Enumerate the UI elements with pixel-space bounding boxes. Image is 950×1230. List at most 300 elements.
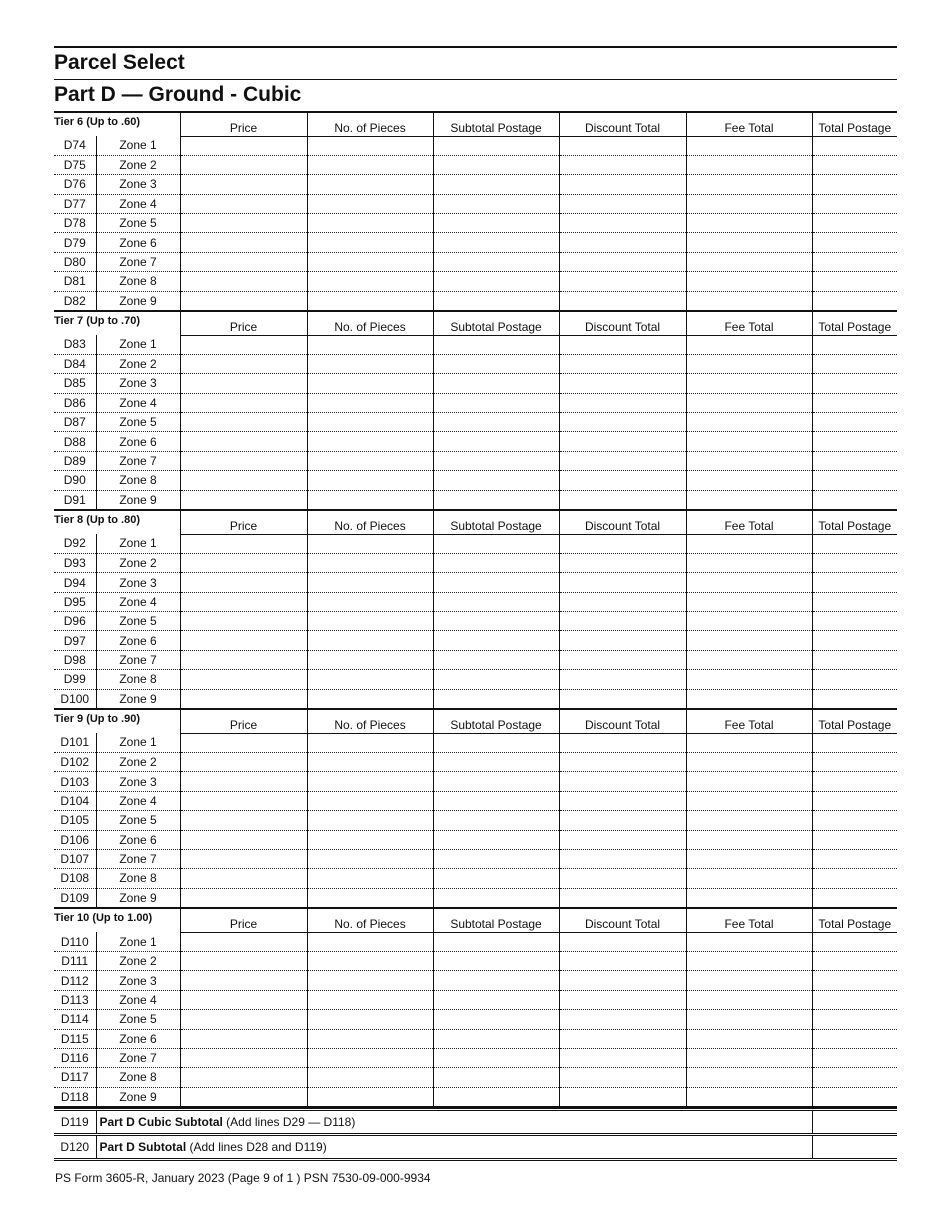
discount-total-field[interactable]: [559, 932, 686, 951]
fee-total-field[interactable]: [686, 175, 812, 194]
total-postage-field[interactable]: [812, 752, 897, 771]
pieces-field[interactable]: [307, 272, 433, 291]
fee-total-field[interactable]: [686, 451, 812, 470]
pieces-field[interactable]: [307, 291, 433, 311]
pieces-field[interactable]: [307, 1087, 433, 1107]
fee-total-field[interactable]: [686, 869, 812, 888]
price-field[interactable]: [180, 971, 307, 990]
subtotal-postage-field[interactable]: [433, 1029, 559, 1048]
pieces-field[interactable]: [307, 155, 433, 174]
discount-total-field[interactable]: [559, 1029, 686, 1048]
subtotal-postage-field[interactable]: [433, 869, 559, 888]
total-postage-field[interactable]: [812, 291, 897, 311]
subtotal-postage-field[interactable]: [433, 849, 559, 868]
price-field[interactable]: [180, 374, 307, 393]
price-field[interactable]: [180, 214, 307, 233]
price-field[interactable]: [180, 573, 307, 592]
fee-total-field[interactable]: [686, 971, 812, 990]
discount-total-field[interactable]: [559, 830, 686, 849]
fee-total-field[interactable]: [686, 650, 812, 669]
price-field[interactable]: [180, 1087, 307, 1107]
zone-label: Zone 2: [96, 951, 180, 970]
discount-total-field[interactable]: [559, 1087, 686, 1107]
total-postage-field[interactable]: [812, 772, 897, 791]
subtotal-postage-field[interactable]: [433, 830, 559, 849]
total-postage-field[interactable]: [812, 194, 897, 213]
discount-total-field[interactable]: [559, 990, 686, 1009]
price-field[interactable]: [180, 990, 307, 1009]
pieces-field[interactable]: [307, 612, 433, 631]
discount-total-field[interactable]: [559, 374, 686, 393]
discount-total-field[interactable]: [559, 971, 686, 990]
pieces-field[interactable]: [307, 393, 433, 412]
fee-total-field[interactable]: [686, 490, 812, 510]
pieces-field[interactable]: [307, 1029, 433, 1048]
total-postage-field[interactable]: [812, 451, 897, 470]
discount-total-field[interactable]: [559, 1068, 686, 1087]
total-postage-field[interactable]: [812, 990, 897, 1009]
discount-total-field[interactable]: [559, 1048, 686, 1067]
subtotal-postage-field[interactable]: [433, 752, 559, 771]
discount-total-field[interactable]: [559, 233, 686, 252]
total-postage-field[interactable]: [812, 233, 897, 252]
fee-total-field[interactable]: [686, 573, 812, 592]
discount-total-field[interactable]: [559, 291, 686, 311]
fee-total-field[interactable]: [686, 1048, 812, 1067]
fee-total-field[interactable]: [686, 374, 812, 393]
table-row: [54, 194, 897, 213]
subtotal-postage-field[interactable]: [433, 155, 559, 174]
price-field[interactable]: [180, 451, 307, 470]
total-postage-field[interactable]: [812, 1029, 897, 1048]
price-field[interactable]: [180, 650, 307, 669]
subtotal-postage-field[interactable]: [433, 175, 559, 194]
fee-total-field[interactable]: [686, 214, 812, 233]
subtotal-postage-field[interactable]: [433, 194, 559, 213]
subtotal-postage-field[interactable]: [433, 631, 559, 650]
total-postage-field[interactable]: [812, 393, 897, 412]
discount-total-field[interactable]: [559, 252, 686, 271]
total-postage-field[interactable]: [812, 1068, 897, 1087]
fee-total-field[interactable]: [686, 752, 812, 771]
price-field[interactable]: [180, 752, 307, 771]
discount-total-field[interactable]: [559, 272, 686, 291]
discount-total-field[interactable]: [559, 670, 686, 689]
pieces-field[interactable]: [307, 752, 433, 771]
summary-label-bold: Part D Subtotal: [99, 1140, 187, 1155]
fee-total-field[interactable]: [686, 951, 812, 970]
discount-total-field[interactable]: [559, 612, 686, 631]
line-number: D106: [54, 830, 96, 849]
pieces-field[interactable]: [307, 214, 433, 233]
total-postage-field[interactable]: [812, 432, 897, 451]
price-field[interactable]: [180, 1048, 307, 1067]
discount-total-field[interactable]: [559, 573, 686, 592]
pieces-field[interactable]: [307, 233, 433, 252]
pieces-field[interactable]: [307, 354, 433, 373]
discount-total-field[interactable]: [559, 631, 686, 650]
discount-total-field[interactable]: [559, 592, 686, 611]
subtotal-postage-field[interactable]: [433, 136, 559, 155]
fee-total-field[interactable]: [686, 155, 812, 174]
subtotal-postage-field[interactable]: [433, 252, 559, 271]
line-number: D93: [54, 553, 96, 572]
total-postage-field[interactable]: [812, 374, 897, 393]
fee-total-field[interactable]: [686, 233, 812, 252]
price-field[interactable]: [180, 252, 307, 271]
price-field[interactable]: [180, 631, 307, 650]
price-field[interactable]: [180, 772, 307, 791]
price-field[interactable]: [180, 354, 307, 373]
subtotal-postage-field[interactable]: [433, 932, 559, 951]
pieces-field[interactable]: [307, 553, 433, 572]
subtotal-postage-field[interactable]: [433, 1068, 559, 1087]
total-postage-field[interactable]: [812, 490, 897, 510]
discount-total-field[interactable]: [559, 393, 686, 412]
price-field[interactable]: [180, 393, 307, 412]
discount-total-field[interactable]: [559, 136, 686, 155]
fee-total-field[interactable]: [686, 194, 812, 213]
fee-total-field[interactable]: [686, 849, 812, 868]
fee-total-field[interactable]: [686, 791, 812, 810]
total-postage-field[interactable]: [812, 175, 897, 194]
price-field[interactable]: [180, 291, 307, 311]
total-postage-field[interactable]: [812, 553, 897, 572]
fee-total-field[interactable]: [686, 354, 812, 373]
total-postage-field[interactable]: [812, 1010, 897, 1029]
subtotal-postage-field[interactable]: [433, 291, 559, 311]
pieces-field[interactable]: [307, 971, 433, 990]
pieces-field[interactable]: [307, 811, 433, 830]
subtotal-postage-field[interactable]: [433, 413, 559, 432]
pieces-field[interactable]: [307, 830, 433, 849]
price-field[interactable]: [180, 849, 307, 868]
subtotal-postage-field[interactable]: [433, 1087, 559, 1107]
discount-total-field[interactable]: [559, 432, 686, 451]
table-row: [54, 1029, 897, 1048]
discount-total-field[interactable]: [559, 175, 686, 194]
total-postage-field[interactable]: [812, 413, 897, 432]
fee-total-field[interactable]: [686, 553, 812, 572]
subtotal-postage-field[interactable]: [433, 335, 559, 354]
pieces-field[interactable]: [307, 631, 433, 650]
summary-total-field[interactable]: [812, 1135, 897, 1160]
total-postage-field[interactable]: [812, 888, 897, 908]
subtotal-postage-field[interactable]: [433, 233, 559, 252]
subtotal-postage-field[interactable]: [433, 971, 559, 990]
pieces-field[interactable]: [307, 1010, 433, 1029]
fee-total-field[interactable]: [686, 272, 812, 291]
price-field[interactable]: [180, 811, 307, 830]
price-field[interactable]: [180, 233, 307, 252]
total-postage-field[interactable]: [812, 252, 897, 271]
pieces-field[interactable]: [307, 451, 433, 470]
part-title: Part D — Ground - Cubic: [54, 80, 897, 113]
table-row: [54, 175, 897, 194]
total-postage-field[interactable]: [812, 631, 897, 650]
discount-total-field[interactable]: [559, 354, 686, 373]
subtotal-postage-field[interactable]: [433, 471, 559, 490]
fee-total-field[interactable]: [686, 932, 812, 951]
total-postage-field[interactable]: [812, 471, 897, 490]
subtotal-postage-field[interactable]: [433, 650, 559, 669]
subtotal-postage-field[interactable]: [433, 393, 559, 412]
discount-total-field[interactable]: [559, 689, 686, 709]
total-postage-field[interactable]: [812, 1048, 897, 1067]
discount-total-field[interactable]: [559, 869, 686, 888]
fee-total-field[interactable]: [686, 393, 812, 412]
price-field[interactable]: [180, 689, 307, 709]
line-number: D112: [54, 971, 96, 990]
discount-total-field[interactable]: [559, 791, 686, 810]
column-header-price: Price: [180, 908, 307, 932]
discount-total-field[interactable]: [559, 951, 686, 970]
total-postage-field[interactable]: [812, 670, 897, 689]
pieces-field[interactable]: [307, 791, 433, 810]
total-postage-field[interactable]: [812, 592, 897, 611]
pieces-field[interactable]: [307, 733, 433, 752]
pieces-field[interactable]: [307, 849, 433, 868]
pieces-field[interactable]: [307, 374, 433, 393]
subtotal-postage-field[interactable]: [433, 733, 559, 752]
subtotal-postage-field[interactable]: [433, 791, 559, 810]
total-postage-field[interactable]: [812, 830, 897, 849]
pieces-field[interactable]: [307, 951, 433, 970]
subtotal-postage-field[interactable]: [433, 1010, 559, 1029]
price-field[interactable]: [180, 869, 307, 888]
discount-total-field[interactable]: [559, 733, 686, 752]
price-field[interactable]: [180, 1029, 307, 1048]
price-field[interactable]: [180, 830, 307, 849]
subtotal-postage-field[interactable]: [433, 951, 559, 970]
pieces-field[interactable]: [307, 573, 433, 592]
price-field[interactable]: [180, 471, 307, 490]
line-number: D119: [60, 1115, 89, 1130]
subtotal-postage-field[interactable]: [433, 811, 559, 830]
total-postage-field[interactable]: [812, 612, 897, 631]
discount-total-field[interactable]: [559, 335, 686, 354]
price-field[interactable]: [180, 272, 307, 291]
total-postage-field[interactable]: [812, 811, 897, 830]
subtotal-postage-field[interactable]: [433, 573, 559, 592]
total-postage-field[interactable]: [812, 1087, 897, 1107]
price-field[interactable]: [180, 932, 307, 951]
price-field[interactable]: [180, 490, 307, 510]
zone-label: Zone 2: [96, 354, 180, 373]
fee-total-field[interactable]: [686, 689, 812, 709]
fee-total-field[interactable]: [686, 413, 812, 432]
pieces-field[interactable]: [307, 534, 433, 553]
table-row: [54, 932, 897, 951]
discount-total-field[interactable]: [559, 214, 686, 233]
subtotal-postage-field[interactable]: [433, 612, 559, 631]
pieces-field[interactable]: [307, 252, 433, 271]
price-field[interactable]: [180, 534, 307, 553]
zone-label: Zone 3: [96, 374, 180, 393]
pieces-field[interactable]: [307, 413, 433, 432]
subtotal-postage-field[interactable]: [433, 490, 559, 510]
zone-label: Zone 5: [96, 811, 180, 830]
fee-total-field[interactable]: [686, 1029, 812, 1048]
line-number: D94: [54, 573, 96, 592]
pieces-field[interactable]: [307, 432, 433, 451]
total-postage-field[interactable]: [812, 136, 897, 155]
price-field[interactable]: [180, 413, 307, 432]
fee-total-field[interactable]: [686, 811, 812, 830]
pieces-field[interactable]: [307, 592, 433, 611]
pieces-field[interactable]: [307, 990, 433, 1009]
subtotal-postage-field[interactable]: [433, 888, 559, 908]
fee-total-field[interactable]: [686, 1087, 812, 1107]
total-postage-field[interactable]: [812, 272, 897, 291]
discount-total-field[interactable]: [559, 451, 686, 470]
price-field[interactable]: [180, 194, 307, 213]
total-postage-field[interactable]: [812, 573, 897, 592]
line-number: D97: [54, 631, 96, 650]
subtotal-postage-field[interactable]: [433, 689, 559, 709]
discount-total-field[interactable]: [559, 752, 686, 771]
discount-total-field[interactable]: [559, 650, 686, 669]
price-field[interactable]: [180, 1010, 307, 1029]
price-field[interactable]: [180, 791, 307, 810]
pieces-field[interactable]: [307, 670, 433, 689]
fee-total-field[interactable]: [686, 830, 812, 849]
discount-total-field[interactable]: [559, 155, 686, 174]
discount-total-field[interactable]: [559, 849, 686, 868]
fee-total-field[interactable]: [686, 631, 812, 650]
subtotal-postage-field[interactable]: [433, 990, 559, 1009]
price-field[interactable]: [180, 136, 307, 155]
fee-total-field[interactable]: [686, 612, 812, 631]
discount-total-field[interactable]: [559, 534, 686, 553]
price-field[interactable]: [180, 951, 307, 970]
pieces-field[interactable]: [307, 932, 433, 951]
fee-total-field[interactable]: [686, 670, 812, 689]
pieces-field[interactable]: [307, 772, 433, 791]
subtotal-postage-field[interactable]: [433, 272, 559, 291]
price-field[interactable]: [180, 592, 307, 611]
price-field[interactable]: [180, 155, 307, 174]
pieces-field[interactable]: [307, 490, 433, 510]
table-row: [54, 393, 897, 412]
price-field[interactable]: [180, 553, 307, 572]
total-postage-field[interactable]: [812, 971, 897, 990]
discount-total-field[interactable]: [559, 772, 686, 791]
price-field[interactable]: [180, 733, 307, 752]
subtotal-postage-field[interactable]: [433, 432, 559, 451]
pieces-field[interactable]: [307, 175, 433, 194]
line-number: D110: [54, 932, 96, 951]
discount-total-field[interactable]: [559, 553, 686, 572]
fee-total-field[interactable]: [686, 136, 812, 155]
subtotal-postage-field[interactable]: [433, 451, 559, 470]
discount-total-field[interactable]: [559, 413, 686, 432]
fee-total-field[interactable]: [686, 291, 812, 311]
summary-label: [96, 1110, 812, 1135]
table-row: [54, 612, 897, 631]
pieces-field[interactable]: [307, 869, 433, 888]
total-postage-field[interactable]: [812, 335, 897, 354]
total-postage-field[interactable]: [812, 791, 897, 810]
tier-header: [54, 113, 897, 136]
zone-label: Zone 6: [96, 1029, 180, 1048]
pieces-field[interactable]: [307, 689, 433, 709]
price-field[interactable]: [180, 612, 307, 631]
total-postage-field[interactable]: [812, 932, 897, 951]
total-postage-field[interactable]: [812, 689, 897, 709]
total-postage-field[interactable]: [812, 534, 897, 553]
discount-total-field[interactable]: [559, 888, 686, 908]
total-postage-field[interactable]: [812, 155, 897, 174]
fee-total-field[interactable]: [686, 534, 812, 553]
subtotal-postage-field[interactable]: [433, 592, 559, 611]
total-postage-field[interactable]: [812, 951, 897, 970]
pieces-field[interactable]: [307, 471, 433, 490]
price-field[interactable]: [180, 1068, 307, 1087]
fee-total-field[interactable]: [686, 772, 812, 791]
fee-total-field[interactable]: [686, 1068, 812, 1087]
subtotal-postage-field[interactable]: [433, 214, 559, 233]
price-field[interactable]: [180, 432, 307, 451]
fee-total-field[interactable]: [686, 990, 812, 1009]
price-field[interactable]: [180, 888, 307, 908]
summary-total-field[interactable]: [812, 1110, 897, 1135]
zone-label: Zone 3: [96, 175, 180, 194]
subtotal-postage-field[interactable]: [433, 553, 559, 572]
fee-total-field[interactable]: [686, 592, 812, 611]
pieces-field[interactable]: [307, 1068, 433, 1087]
total-postage-field[interactable]: [812, 354, 897, 373]
price-field[interactable]: [180, 335, 307, 354]
fee-total-field[interactable]: [686, 733, 812, 752]
fee-total-field[interactable]: [686, 432, 812, 451]
discount-total-field[interactable]: [559, 1010, 686, 1029]
subtotal-postage-field[interactable]: [433, 534, 559, 553]
price-field[interactable]: [180, 175, 307, 194]
subtotal-postage-field[interactable]: [433, 772, 559, 791]
subtotal-postage-field[interactable]: [433, 374, 559, 393]
total-postage-field[interactable]: [812, 869, 897, 888]
fee-total-field[interactable]: [686, 335, 812, 354]
pieces-field[interactable]: [307, 1048, 433, 1067]
table-row: [54, 136, 897, 155]
discount-total-field[interactable]: [559, 471, 686, 490]
discount-total-field[interactable]: [559, 811, 686, 830]
fee-total-field[interactable]: [686, 252, 812, 271]
subtotal-postage-field[interactable]: [433, 354, 559, 373]
pieces-field[interactable]: [307, 335, 433, 354]
discount-total-field[interactable]: [559, 490, 686, 510]
line-number: D108: [54, 869, 96, 888]
subtotal-postage-field[interactable]: [433, 1048, 559, 1067]
total-postage-field[interactable]: [812, 650, 897, 669]
fee-total-field[interactable]: [686, 471, 812, 490]
total-postage-field[interactable]: [812, 733, 897, 752]
discount-total-field[interactable]: [559, 194, 686, 213]
column-header-subtotal-postage: Subtotal Postage: [433, 311, 559, 335]
column-header-subtotal-postage: Subtotal Postage: [433, 709, 559, 733]
pieces-field[interactable]: [307, 136, 433, 155]
total-postage-field[interactable]: [812, 214, 897, 233]
fee-total-field[interactable]: [686, 1010, 812, 1029]
pieces-field[interactable]: [307, 888, 433, 908]
price-field[interactable]: [180, 670, 307, 689]
total-postage-field[interactable]: [812, 849, 897, 868]
subtotal-postage-field[interactable]: [433, 670, 559, 689]
pieces-field[interactable]: [307, 650, 433, 669]
pieces-field[interactable]: [307, 194, 433, 213]
fee-total-field[interactable]: [686, 888, 812, 908]
